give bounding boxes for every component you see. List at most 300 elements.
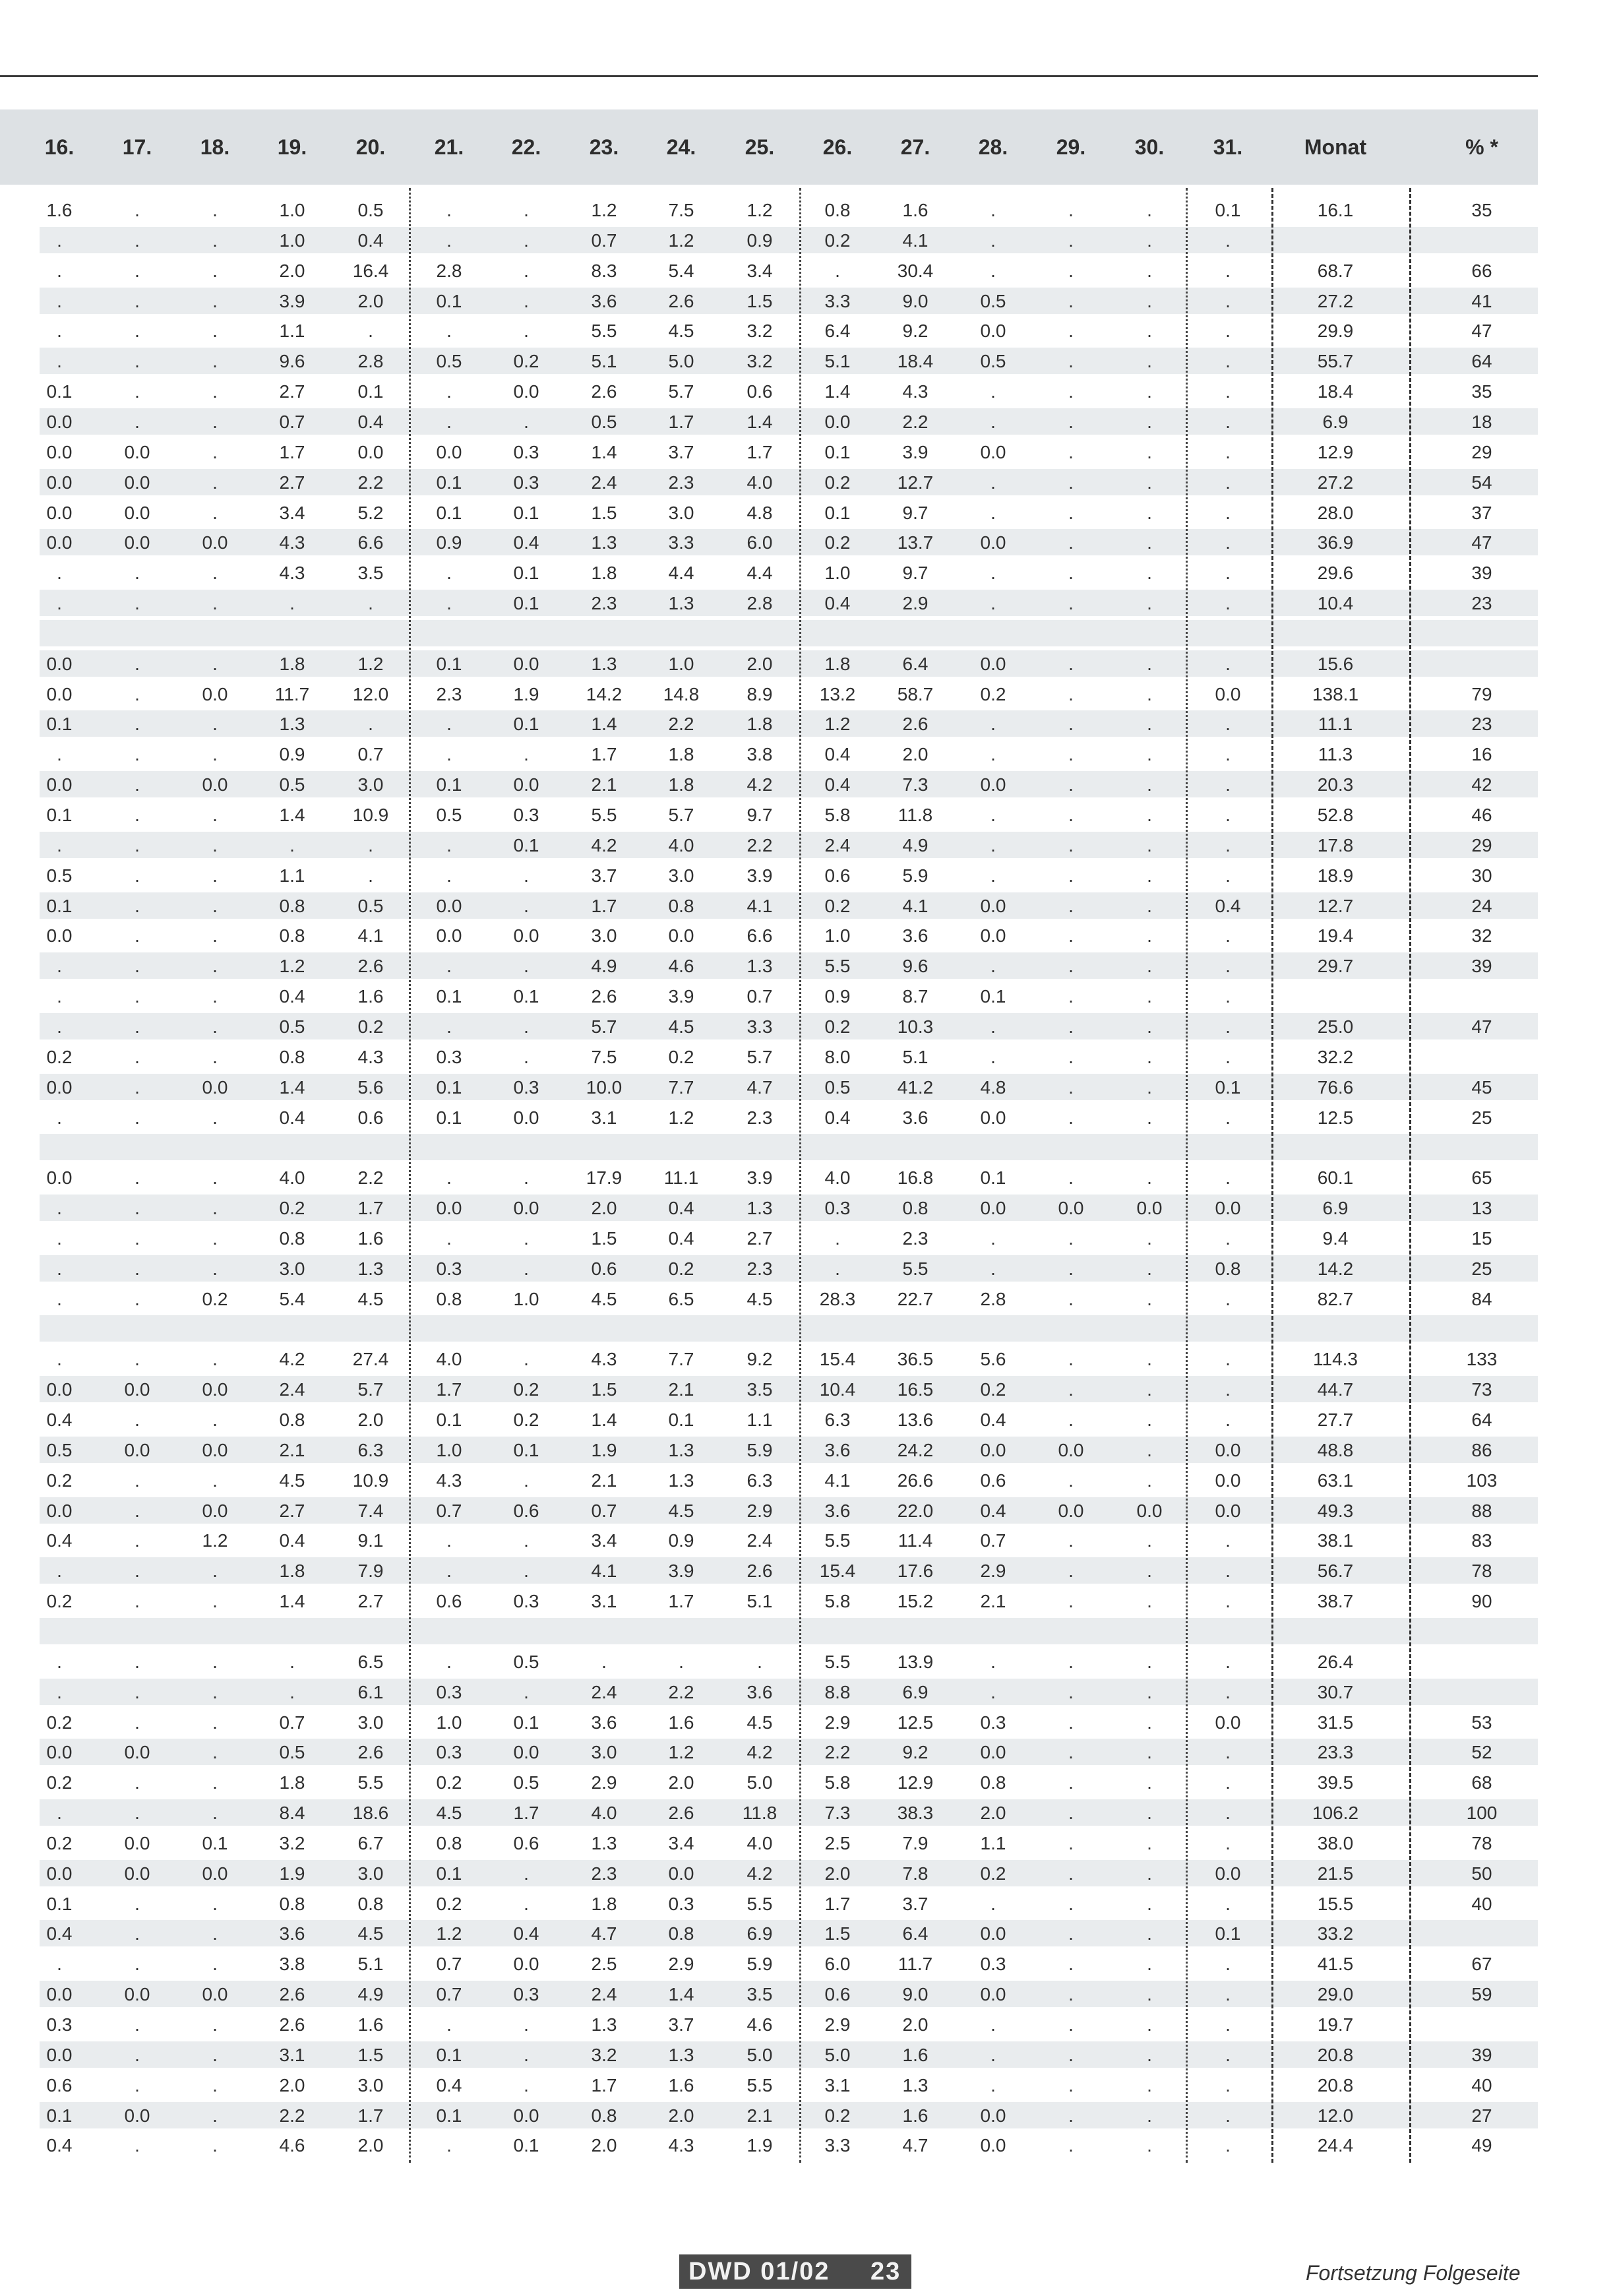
table-cell: 1.4 [747,411,773,432]
table-cell: 90 [1471,1591,1492,1612]
table-cell: . [990,200,996,220]
table-cell: 0.3 [436,1046,462,1067]
table-cell: 0.0 [46,532,73,553]
table-cell: 0.0 [46,441,73,462]
table-cell: 4.5 [668,1016,694,1037]
table-cell: . [1225,1681,1231,1702]
table-cell: . [135,683,140,704]
table-cell: . [990,411,996,432]
table-row [0,2070,1538,2101]
table-cell: 2.3 [902,1227,929,1249]
table-cell: . [1068,532,1074,553]
table-cell: 1.5 [747,290,773,311]
table-cell: . [135,2044,140,2065]
table-cell: 0.0 [124,1742,150,1763]
table-cell: 0.0 [46,1500,73,1521]
table-cell: 0.0 [46,1076,73,1098]
table-cell: 2.6 [668,1803,694,1824]
table-cell: 1.9 [747,2135,773,2156]
table-cell: . [1068,2014,1074,2035]
table-cell [1442,1042,1521,1072]
table-cell: 2.6 [357,1742,384,1763]
table-cell: 0.7 [980,1530,1006,1551]
table-cell: 40 [1471,1893,1492,1914]
table-cell: 2.0 [668,1772,694,1793]
table-cell: 7.3 [902,774,929,795]
table-cell: . [1225,1227,1231,1249]
table-cell: 0.6 [747,381,773,402]
table-cell: 4.0 [747,1832,773,1853]
table-cell: 40 [1471,2074,1492,2095]
table-cell: 30.7 [1317,1681,1354,1702]
table-cell: 16.1 [1317,200,1354,220]
table-cell: 20.8 [1317,2074,1354,2095]
table-cell: 6.4 [902,1923,929,1944]
table-cell: . [1147,1591,1152,1612]
table-cell: . [1068,1561,1074,1582]
table-cell: . [1225,472,1231,493]
header-col-17: % * [1465,135,1498,159]
table-cell: 6.9 [1322,1198,1349,1219]
table-cell: 19.7 [1317,2014,1354,2035]
table-cell: . [135,1893,140,1914]
table-cell: . [289,1681,295,1702]
table-cell: 0.5 [279,1742,305,1763]
table-cell: . [1147,1410,1152,1430]
table-cell [1442,226,1521,256]
table-cell: . [990,1681,996,1702]
table-cell: . [212,1591,218,1612]
table-cell: 76.6 [1317,1076,1354,1098]
table-row [0,498,1538,528]
table-cell: 0.5 [513,1772,539,1793]
table-cell: 0.2 [46,1046,73,1067]
table-cell: . [135,1500,140,1521]
table-cell: 0.7 [357,744,384,765]
table-row [0,1737,1538,1768]
table-cell: . [212,925,218,946]
table-cell: . [1147,381,1152,402]
table-cell: . [1147,774,1152,795]
table-cell: 0.6 [513,1832,539,1853]
table-cell: . [212,472,218,493]
table-cell: 5.5 [824,1530,851,1551]
header-col-4: 20. [355,135,386,159]
header-col-10: 26. [822,135,853,159]
table-header [0,109,1538,185]
table-cell: 78 [1471,1561,1492,1582]
table-cell: 0.0 [980,1107,1006,1128]
table-cell: 54 [1471,472,1492,493]
table-cell: 0.1 [46,2105,73,2126]
table-cell: . [1068,1863,1074,1884]
table-cell: 4.3 [436,1470,462,1491]
table-cell: 0.0 [513,2105,539,2126]
table-cell: 0.0 [1136,1500,1163,1521]
table-cell: 4.9 [357,1984,384,2005]
header-col-15: 31. [1213,135,1243,159]
table-cell: 3.0 [357,774,384,795]
table-cell: 41 [1471,290,1492,311]
table-cell: 38.3 [897,1803,934,1824]
table-row [0,1889,1538,1919]
table-cell: 1.4 [279,1591,305,1612]
table-row [0,1103,1538,1133]
table-cell: . [990,805,996,825]
table-cell: . [212,1046,218,1067]
table-cell: 11.8 [898,805,933,825]
table-cell: 2.6 [591,381,617,402]
table-cell: 5.5 [902,1258,929,1279]
table-cell: 11.7 [274,683,310,704]
table-cell: 84 [1471,1288,1492,1309]
table-cell: 4.3 [279,532,305,553]
table-cell: . [446,865,452,886]
table-cell: . [135,411,140,432]
table-cell: . [135,593,140,614]
table-cell: 0.8 [279,1046,305,1067]
table-cell: 1.4 [591,441,617,462]
table-cell: 15.6 [1317,653,1354,674]
table-cell: 1.2 [747,200,773,220]
table-cell: 4.1 [591,1561,617,1582]
table-cell: 38.1 [1317,1530,1354,1551]
table-cell: 27.2 [1317,290,1354,311]
table-row [0,1949,1538,1979]
table-cell: . [1147,2135,1152,2156]
table-cell: 0.1 [436,502,462,523]
table-cell: 0.4 [824,593,851,614]
table-cell: . [212,1258,218,1279]
table-cell: 0.0 [124,1439,150,1460]
table-cell: . [990,714,996,735]
table-cell: . [990,956,996,977]
table-cell: . [1068,1832,1074,1853]
table-cell: 1.0 [824,925,851,946]
table-cell: . [1068,1470,1074,1491]
table-row [0,1859,1538,1889]
table-cell: 1.7 [357,1198,384,1219]
table-cell: 2.9 [824,1712,851,1733]
table-cell: . [524,1530,529,1551]
table-cell: . [1147,1167,1152,1189]
table-cell: . [524,1016,529,1037]
table-cell: . [212,2074,218,2095]
table-cell: 0.1 [1215,1923,1241,1944]
table-cell: 3.7 [902,1893,929,1914]
table-cell: . [1068,714,1074,735]
table-cell: 29.6 [1317,563,1354,584]
table-cell: . [212,1954,218,1975]
table-cell: 6.4 [824,321,851,342]
table-cell: 0.0 [436,925,462,946]
table-cell: 58.7 [897,683,934,704]
table-cell: 1.6 [902,2105,929,2126]
table-cell: . [135,925,140,946]
table-cell: 0.1 [1215,200,1241,220]
table-cell: 0.3 [513,1984,539,2005]
table-cell: 0.8 [279,925,305,946]
table-cell: 2.3 [436,683,462,704]
table-cell: 2.1 [747,2105,773,2126]
table-cell: 0.0 [124,472,150,493]
table-cell: 65 [1471,1167,1492,1189]
table-cell: 0.0 [46,472,73,493]
table-cell: . [1147,2105,1152,2126]
table-cell: 0.5 [436,805,462,825]
continuation-note: Fortsetzung Folgeseite [1306,2261,1521,2285]
table-cell: . [212,1712,218,1733]
table-cell: . [212,1227,218,1249]
table-cell: 8.4 [279,1803,305,1824]
table-cell: 4.9 [591,956,617,977]
table-cell: . [1068,2044,1074,2065]
table-cell: 0.1 [357,381,384,402]
table-cell: . [1147,986,1152,1007]
table-cell: . [1225,2074,1231,2095]
table-cell: . [1147,714,1152,735]
table-cell: 10.9 [352,805,389,825]
table-cell: 9.1 [357,1530,384,1551]
table-cell: 26.4 [1317,1651,1354,1672]
table-cell: 7.7 [668,1349,694,1370]
table-cell: . [524,1863,529,1884]
table-cell: 6.5 [668,1288,694,1309]
table-cell: 1.6 [902,2044,929,2065]
table-cell: . [1225,411,1231,432]
table-cell: 1.4 [591,1410,617,1430]
header-col-8: 24. [666,135,696,159]
table-cell: . [212,834,218,855]
table-cell: 5.2 [357,502,384,523]
table-cell: 11.3 [1318,744,1353,765]
table-cell: 0.2 [46,1591,73,1612]
table-cell: 3.1 [591,1591,617,1612]
table-cell: 48.8 [1317,1439,1354,1460]
table-cell: 2.4 [591,1984,617,2005]
table-cell: 1.8 [279,1561,305,1582]
header-col-13: 29. [1056,135,1086,159]
table-cell: 0.5 [46,865,73,886]
table-cell: 1.2 [668,1107,694,1128]
table-cell: 6.9 [747,1923,773,1944]
table-cell: . [835,1258,840,1279]
table-cell: . [1225,986,1231,1007]
table-cell: . [1147,290,1152,311]
table-cell: 0.8 [824,200,851,220]
table-cell: 44.7 [1317,1379,1354,1400]
table-cell: 0.1 [513,2135,539,2156]
table-cell: . [1068,895,1074,916]
table-cell: . [1225,441,1231,462]
header-col-16: Monat [1304,135,1367,159]
table-cell: . [446,230,452,251]
table-cell: 0.0 [202,1439,228,1460]
table-row [0,1163,1538,1193]
table-cell: 16.8 [897,1167,934,1189]
table-cell: 13.2 [819,683,856,704]
table-row [0,679,1538,710]
table-cell: 2.0 [902,2014,929,2035]
table-cell: 2.4 [591,472,617,493]
table-cell: . [135,865,140,886]
table-cell: 33.2 [1317,1923,1354,1944]
table-cell: . [446,1561,452,1582]
table-cell: 4.0 [747,472,773,493]
table-cell: . [135,230,140,251]
table-cell: 53 [1471,1712,1492,1733]
table-cell: 79 [1471,683,1492,704]
table-cell: 3.9 [668,1561,694,1582]
table-cell: 4.8 [980,1076,1006,1098]
table-cell: 0.6 [513,1500,539,1521]
table-cell: 3.5 [747,1379,773,1400]
table-cell: 0.0 [513,1954,539,1975]
table-cell: 0.6 [357,1107,384,1128]
table-row [0,195,1538,226]
table-cell: 6.3 [357,1439,384,1460]
table-cell: 20.3 [1317,774,1354,795]
table-cell: 17.8 [1317,834,1354,855]
table-cell: 68 [1471,1772,1492,1793]
table-cell: . [212,1016,218,1037]
table-cell: . [990,1046,996,1067]
table-cell: . [212,351,218,372]
table-cell: 0.4 [824,744,851,765]
table-cell: . [135,351,140,372]
table-cell: . [1225,1530,1231,1551]
table-cell: 3.6 [902,1107,929,1128]
table-cell: . [446,1167,452,1189]
table-cell: . [1147,1227,1152,1249]
table-row [0,1284,1538,1315]
table-cell: 2.0 [591,2135,617,2156]
table-cell: 4.5 [668,1500,694,1521]
table-cell: . [1068,1772,1074,1793]
table-cell: . [1068,1076,1074,1098]
table-cell: 1.2 [357,653,384,674]
table-row [0,891,1538,921]
table-cell: . [1068,411,1074,432]
table-cell: 0.0 [980,774,1006,795]
table-cell: . [446,381,452,402]
table-cell: . [990,1227,996,1249]
table-cell: 1.0 [279,200,305,220]
table-cell: 49.3 [1317,1500,1354,1521]
header-col-9: 25. [745,135,775,159]
table-cell: . [1147,1076,1152,1098]
table-cell: 0.0 [1215,1470,1241,1491]
table-cell: 14.2 [586,683,623,704]
table-cell: 15.5 [1317,1893,1354,1914]
table-cell: 9.0 [902,1984,929,2005]
table-cell: 3.5 [357,563,384,584]
table-row [0,468,1538,498]
table-cell: . [135,714,140,735]
table-cell: . [135,1410,140,1430]
table-cell: 2.9 [591,1772,617,1793]
table-cell: 3.6 [824,1439,851,1460]
table-row [0,1466,1538,1496]
table-cell: 3.9 [747,865,773,886]
table-cell: . [446,563,452,584]
table-cell: 5.9 [902,865,929,886]
table-cell: 3.1 [824,2074,851,2095]
table-cell: 24.2 [897,1439,934,1460]
table-cell: . [57,1258,62,1279]
table-cell: . [212,1681,218,1702]
table-cell: 1.6 [357,986,384,1007]
table-cell: 1.4 [824,381,851,402]
table-cell: . [1225,653,1231,674]
table-cell: 2.2 [668,714,694,735]
table-cell: . [1068,1893,1074,1914]
table-cell: 4.9 [902,834,929,855]
table-cell: . [1225,1016,1231,1037]
table-cell: 29.7 [1317,956,1354,977]
table-cell: . [212,895,218,916]
table-cell: 47 [1471,321,1492,342]
table-cell: 1.7 [279,441,305,462]
table-cell: 47 [1471,1016,1492,1037]
table-cell: 3.0 [591,1742,617,1763]
table-cell: 23 [1471,714,1492,735]
table-cell: 0.1 [513,1439,539,1460]
table-cell: . [212,1470,218,1491]
table-cell: 4.5 [357,1923,384,1944]
table-cell: 13.6 [897,1410,934,1430]
header-col-2: 18. [200,135,230,159]
table-cell: . [1147,1439,1152,1460]
table-cell: 2.7 [279,472,305,493]
table-cell: 6.9 [902,1681,929,1702]
table-row [0,1344,1538,1375]
table-cell: 0.2 [513,1410,539,1430]
table-cell: 4.5 [357,1288,384,1309]
table-cell: . [1225,381,1231,402]
table-cell: . [135,1712,140,1733]
table-cell: 30.4 [897,260,934,281]
table-cell: 22.0 [897,1500,934,1521]
table-cell: . [446,1651,452,1672]
table-cell: 1.0 [279,230,305,251]
table-cell: 0.7 [591,1500,617,1521]
table-cell: . [135,260,140,281]
table-cell: 0.1 [436,472,462,493]
table-cell: . [1147,2044,1152,2065]
table-cell: 9.7 [747,805,773,825]
table-cell: 2.8 [357,351,384,372]
table-cell: 27.2 [1317,472,1354,493]
table-cell: 0.4 [513,1923,539,1944]
table-cell: . [1147,321,1152,342]
table-cell: 3.9 [279,290,305,311]
table-row [0,1828,1538,1859]
table-cell: 0.4 [357,411,384,432]
table-cell: . [1147,1772,1152,1793]
table-cell: . [990,593,996,614]
table-cell: 4.3 [279,563,305,584]
table-cell: . [1068,1410,1074,1430]
table-cell: 9.0 [902,290,929,311]
table-cell: 46 [1471,805,1492,825]
table-cell: 1.3 [668,593,694,614]
table-cell: 59 [1471,1984,1492,2005]
table-cell: 2.7 [357,1591,384,1612]
table-cell: 4.3 [591,1349,617,1370]
table-cell: 0.0 [46,411,73,432]
table-cell: . [57,1954,62,1975]
